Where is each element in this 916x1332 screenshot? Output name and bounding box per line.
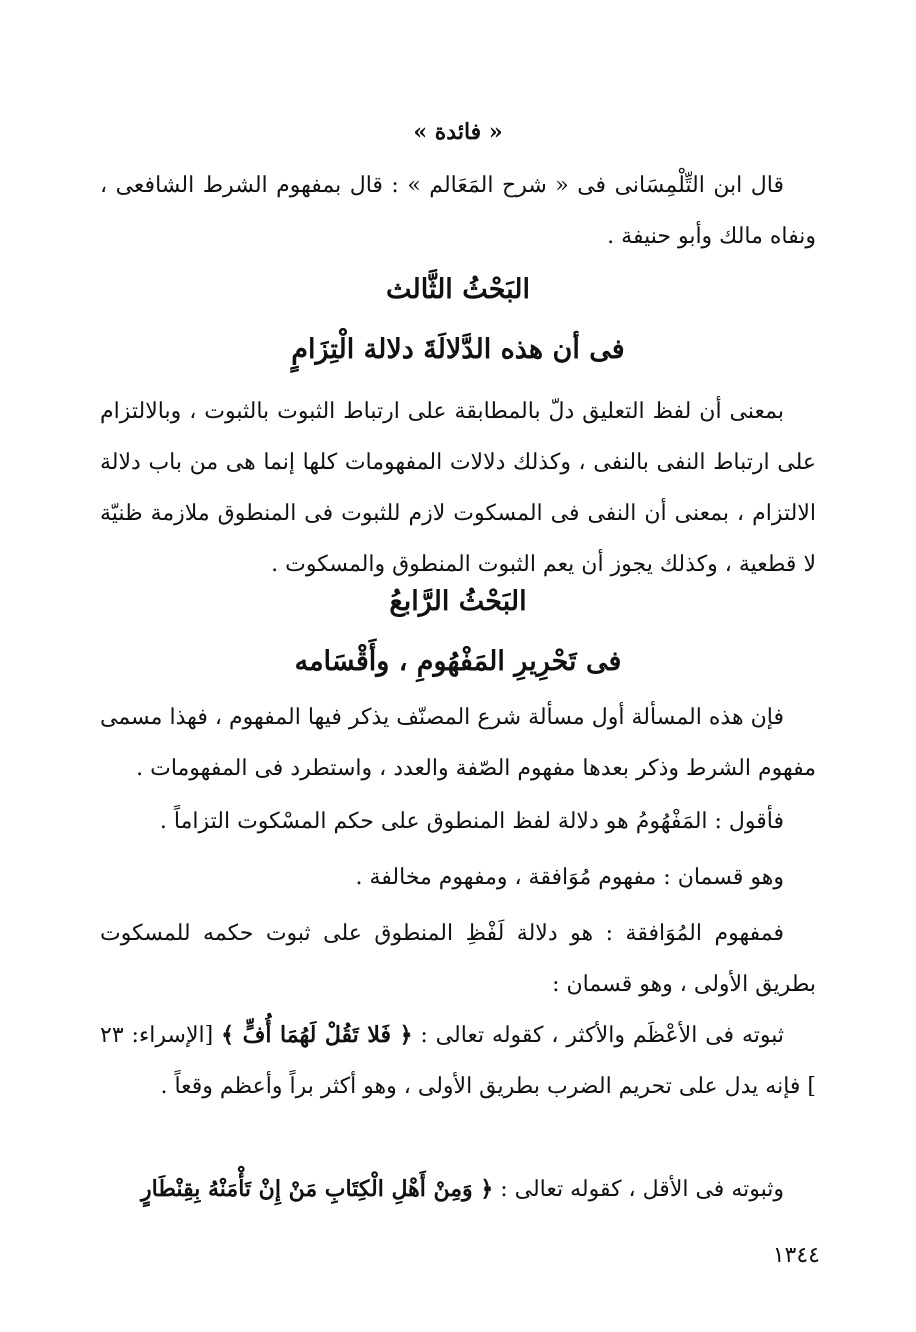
section-4-paragraph-4: فمفهوم المُوَافقة : هو دلالة لَفْظِ المنطوق على ثبوت حكمه للمسكوت بطريق الأولى ، وهو قسمان : xyxy=(100,921,816,997)
faida-paragraph: قال ابن التِّلْمِسَانى فى « شرح المَعَالم » : قال بمفهوم الشرط الشافعى ، ونفاه مالك وأبو حنيفة . xyxy=(100,173,816,249)
section-4-paragraph-3: وهو قسمان : مفهوم مُوَافقة ، ومفهوم مخالفة . xyxy=(355,865,784,890)
section-3-title: البَحْثُ الثَّالث xyxy=(385,274,531,305)
paragraph-5-end: [الإسراء: ٢٣ ] فإنه يدل على تحريم الضرب بطريق الأولى ، وهو أكثر براً وأعظم وقعاً . xyxy=(100,1023,816,1099)
quran-verse-2: ﴿ وَمِنْ أَهْلِ الْكِتَابِ مَنْ إِنْ تَأْمَنْهُ بِقِنْطَارٍ xyxy=(141,1176,494,1202)
faida-title: « فائدة » xyxy=(413,119,503,145)
paragraph-5-start: ثبوته فى الأعْظَم والأكثر ، كقوله تعالى : xyxy=(412,1023,785,1048)
page-number: ١٣٤٤ xyxy=(772,1243,820,1268)
paragraph-6-start: وثبوته فى الأقل ، كقوله تعالى : xyxy=(493,1177,784,1202)
section-4-subtitle: فى تَحْرِيرِ المَفْهُومِ ، وأَقْسَامه xyxy=(294,646,622,677)
section-3-subtitle: فى أن هذه الدَّلالَةَ دلالة الْتِزَامٍ xyxy=(291,334,625,365)
section-4-paragraph-1: فإن هذه المسألة أول مسألة شرع المصنّف يذكر فيها المفهوم ، فهذا مسمى مفهوم الشرط وذكر بعدها مفهوم الصّفة والعدد ، واستطرد فى المفهومات . xyxy=(100,705,816,781)
section-4-title: البَحْثُ الرَّابعُ xyxy=(389,586,527,617)
quran-verse-1: ﴿ فَلا تَقُلْ لَهُمَا أُفٍّ ﴾ xyxy=(221,1022,413,1048)
section-4-paragraph-2: فأقول : المَفْهُومُ هو دلالة لفظ المنطوق على حكم المسْكوت التزاماً . xyxy=(159,809,784,834)
section-4-paragraph-6 xyxy=(100,1164,816,1215)
section-4-paragraph-5 xyxy=(100,1010,816,1112)
section-3-paragraph: بمعنى أن لفظ التعليق دلّ بالمطابقة على ارتباط الثبوت بالثبوت ، وبالالتزام على ارتباط النفى بالنفى ، وكذلك دلالات المفهومات كلها إنما هى من باب دلالة الالتزام ، بمعنى أن النفى فى المسكوت لازم للثبوت فى المنطوق ملازمة ظنيّة لا قطعية ، وكذلك يجوز أن يعم الثبوت المنطوق والمسكوت . xyxy=(100,399,816,577)
